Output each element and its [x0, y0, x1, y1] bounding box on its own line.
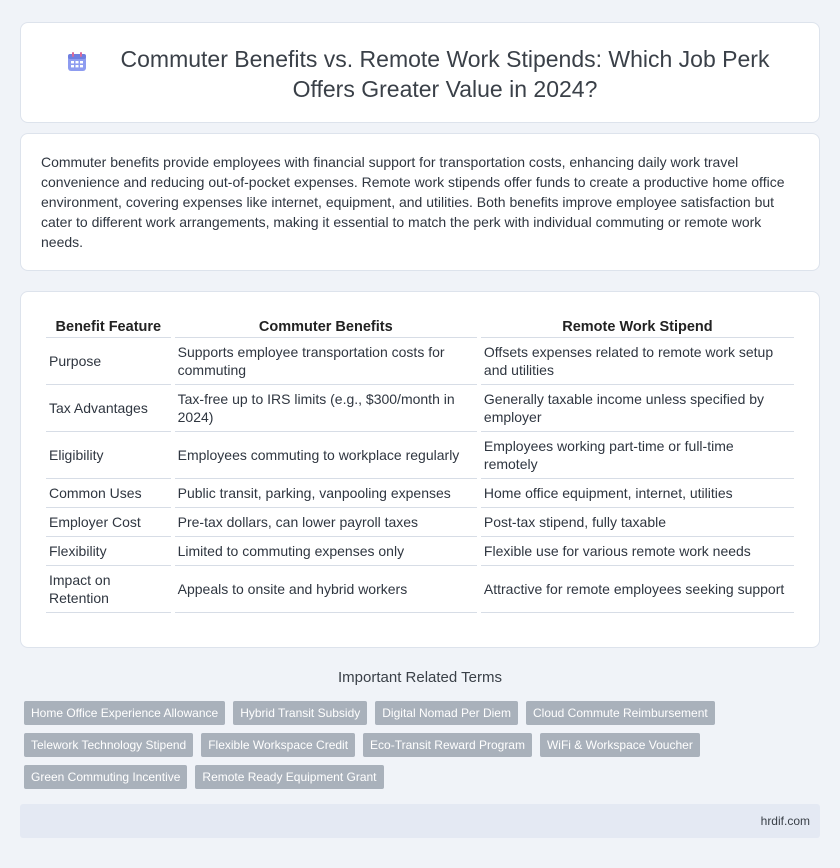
related-terms-list	[24, 701, 804, 789]
row-remote: Offsets expenses related to remote work setup and utilities	[481, 338, 794, 385]
row-commuter: Tax-free up to IRS limits (e.g., $300/month in 2024)	[175, 385, 477, 432]
related-term-tag[interactable]: Home Office Experience Allowance	[24, 701, 225, 725]
row-feature: Eligibility	[46, 432, 171, 479]
table-row	[46, 479, 794, 508]
intro-card	[20, 133, 820, 271]
row-feature: Impact on Retention	[46, 566, 171, 613]
row-feature: Tax Advantages	[46, 385, 171, 432]
title-card	[20, 22, 820, 123]
row-remote: Flexible use for various remote work needs	[481, 537, 794, 566]
row-commuter: Employees commuting to workplace regularly	[175, 432, 477, 479]
header-commuter-benefits: Commuter Benefits	[175, 316, 477, 338]
row-remote: Employees working part-time or full-time remotely	[481, 432, 794, 479]
row-remote: Post-tax stipend, fully taxable	[481, 508, 794, 537]
calendar-icon	[65, 50, 89, 74]
row-remote: Home office equipment, internet, utilities	[481, 479, 794, 508]
table-row	[46, 432, 794, 479]
related-term-tag[interactable]: Green Commuting Incentive	[24, 765, 187, 789]
row-remote: Attractive for remote employees seeking support	[481, 566, 794, 613]
intro-paragraph: Commuter benefits provide employees with financial support for transportation costs, enhancing daily work travel convenience and reducing out-of-pocket expenses. Remote work stipends offer funds to create a productive home office environment, covering expenses like internet, equipment, and utilities. Both benefits improve employee satisfaction but cater to different work arrangements, making it essential to match the perk with individual commuting or remote work needs.	[41, 154, 785, 250]
row-commuter: Pre-tax dollars, can lower payroll taxes	[175, 508, 477, 537]
table-row	[46, 537, 794, 566]
row-feature: Purpose	[46, 338, 171, 385]
footer	[20, 804, 820, 838]
footer-site-link[interactable]: hrdif.com	[760, 814, 810, 828]
row-feature: Employer Cost	[46, 508, 171, 537]
table-row	[46, 338, 794, 385]
header-benefit-feature: Benefit Feature	[46, 316, 171, 338]
row-feature: Common Uses	[46, 479, 171, 508]
header-remote-work-stipend: Remote Work Stipend	[481, 316, 794, 338]
table-row	[46, 566, 794, 613]
row-feature: Flexibility	[46, 537, 171, 566]
related-term-tag[interactable]: Hybrid Transit Subsidy	[233, 701, 367, 725]
table-row	[46, 385, 794, 432]
row-commuter: Supports employee transportation costs for commuting	[175, 338, 477, 385]
related-term-tag[interactable]: Flexible Workspace Credit	[201, 733, 355, 757]
related-term-tag[interactable]: Remote Ready Equipment Grant	[195, 765, 383, 789]
table-header-row	[46, 316, 794, 338]
related-term-tag[interactable]: Telework Technology Stipend	[24, 733, 193, 757]
related-term-tag[interactable]: WiFi & Workspace Voucher	[540, 733, 700, 757]
row-remote: Generally taxable income unless specified by employer	[481, 385, 794, 432]
page-title: Commuter Benefits vs. Remote Work Stipends: Which Job Perk Offers Greater Value in 2024?	[120, 46, 770, 102]
table-row	[46, 508, 794, 537]
related-terms-heading: Important Related Terms	[338, 669, 502, 686]
related-term-tag[interactable]: Eco-Transit Reward Program	[363, 733, 532, 757]
row-commuter: Appeals to onsite and hybrid workers	[175, 566, 477, 613]
related-term-tag[interactable]: Cloud Commute Reimbursement	[526, 701, 715, 725]
row-commuter: Limited to commuting expenses only	[175, 537, 477, 566]
comparison-card	[20, 291, 820, 648]
row-commuter: Public transit, parking, vanpooling expenses	[175, 479, 477, 508]
comparison-table	[42, 316, 798, 613]
related-term-tag[interactable]: Digital Nomad Per Diem	[375, 701, 518, 725]
